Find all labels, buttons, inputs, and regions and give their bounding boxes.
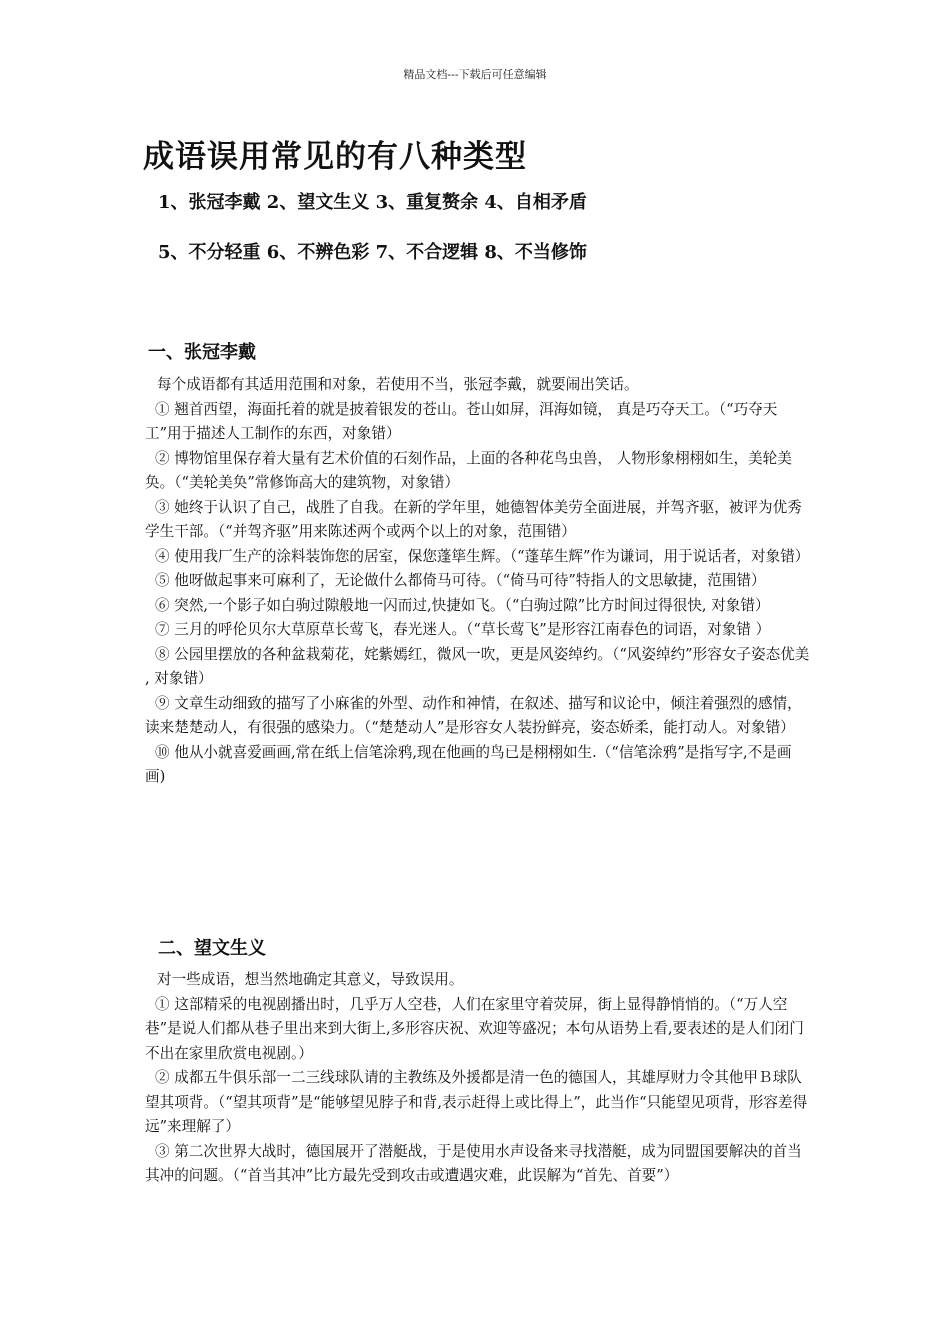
example-paragraph: ② 成都五牛俱乐部一二三线球队请的主教练及外援都是清一色的德国人，其雄厚财力令其他甲Ｂ球队望其项背。（“望其项背”是“能够望见脖子和背,表示赶得上或比得上”，此当作“只能望见项背，形容差得远”来理解了） — [145, 1069, 808, 1135]
section-body-1 — [145, 373, 810, 790]
example-paragraph: ③ 她终于认识了自己，战胜了自我。在新的学年里，她德智体美劳全面进展，并驾齐驱，被评为优秀学生干部。（“并驾齐驱”用来陈述两个或两个以上的对象，范围错） — [145, 498, 802, 540]
page-header: 精品文档---下载后可任意编辑 — [403, 68, 547, 81]
example-paragraph: ① 翘首西望，海面托着的就是披着银发的苍山。苍山如屏，洱海如镜， 真是巧夺天工。（“巧夺天工”用于描述人工制作的东西，对象错） — [145, 400, 778, 442]
example-paragraph: ⑤ 他呀做起事来可麻利了，无论做什么都倚马可待。（“倚马可待”特指人的文思敏捷，范围错） — [155, 572, 766, 589]
types-list-line-2: 5、不分轻重 6、不辨色彩 7、不合逻辑 8、不当修饰 — [158, 242, 587, 263]
types-list-line-1: 1、张冠李戴 2、望文生义 3、重复赘余 4、自相矛盾 — [158, 192, 587, 213]
example-paragraph: ⑦ 三月的呼伦贝尔大草原草长莺飞，春光迷人。（“草长莺飞”是形容江南春色的词语，对象错 ） — [155, 621, 771, 638]
document-title: 成语误用常见的有八种类型 — [143, 139, 527, 175]
example-paragraph: ⑥ 突然,一个影子如白驹过隙般地一闪而过,快捷如飞。（“白驹过隙”比方时间过得很快, 对象错） — [155, 596, 770, 614]
section-body-2 — [145, 968, 810, 1189]
example-paragraph: ③ 第二次世界大战时，德国展开了潜艇战，于是使用水声设备来寻找潜艇，成为同盟国要解决的首当其冲的问题。（“首当其冲”比方最先受到攻击或遭遇灾难，此误解为“首先、首要”） — [145, 1142, 802, 1184]
section-intro: 对一些成语，想当然地确定其意义，导致误用。 — [157, 971, 464, 988]
example-paragraph: ④ 使用我厂生产的涂料装饰您的居室，保您蓬筚生辉。（“蓬荜生辉”作为谦词，用于说话者，对象错） — [155, 547, 810, 565]
example-paragraph: ② 博物馆里保存着大量有艺术价值的石刻作品，上面的各种花鸟虫兽， 人物形象栩栩如生，美轮美奂。（“美轮美奂”常修饰高大的建筑物，对象错） — [145, 449, 792, 491]
example-paragraph: ① 这部精采的电视剧播出时，几乎万人空巷，人们在家里守着荧屏，街上显得静悄悄的。（“万人空巷”是说人们都从巷子里出来到大街上,多形容庆祝、欢迎等盛况；本句从语势上看,要表述的是人们闭门不出在家里欣赏电视剧。） — [145, 995, 804, 1062]
example-paragraph: ⑨ 文章生动细致的描写了小麻雀的外型、动作和神情，在叙述、描写和议论中，倾注着强烈的感情，读来楚楚动人，有很强的感染力。（“楚楚动人”是形容女人装扮鲜亮，姿态娇柔，能打动人。对象错） — [145, 694, 802, 736]
section-heading-1: 一、张冠李戴 — [148, 342, 256, 363]
section-heading-2: 二、望文生义 — [158, 938, 266, 959]
example-paragraph: ⑧ 公园里摆放的各种盆栽菊花，姹紫嫣红，微风一吹，更是风姿绰约。（“风姿绰约”形容女子姿态优美 , 对象错） — [145, 645, 810, 687]
example-paragraph: ⑩ 他从小就喜爱画画,常在纸上信笔涂鸦,现在他画的鸟已是栩栩如生.（“信笔涂鸦”是指写字,不是画画) — [145, 743, 792, 785]
section-intro: 每个成语都有其适用范围和对象，若使用不当，张冠李戴，就要闹出笑话。 — [157, 376, 639, 393]
